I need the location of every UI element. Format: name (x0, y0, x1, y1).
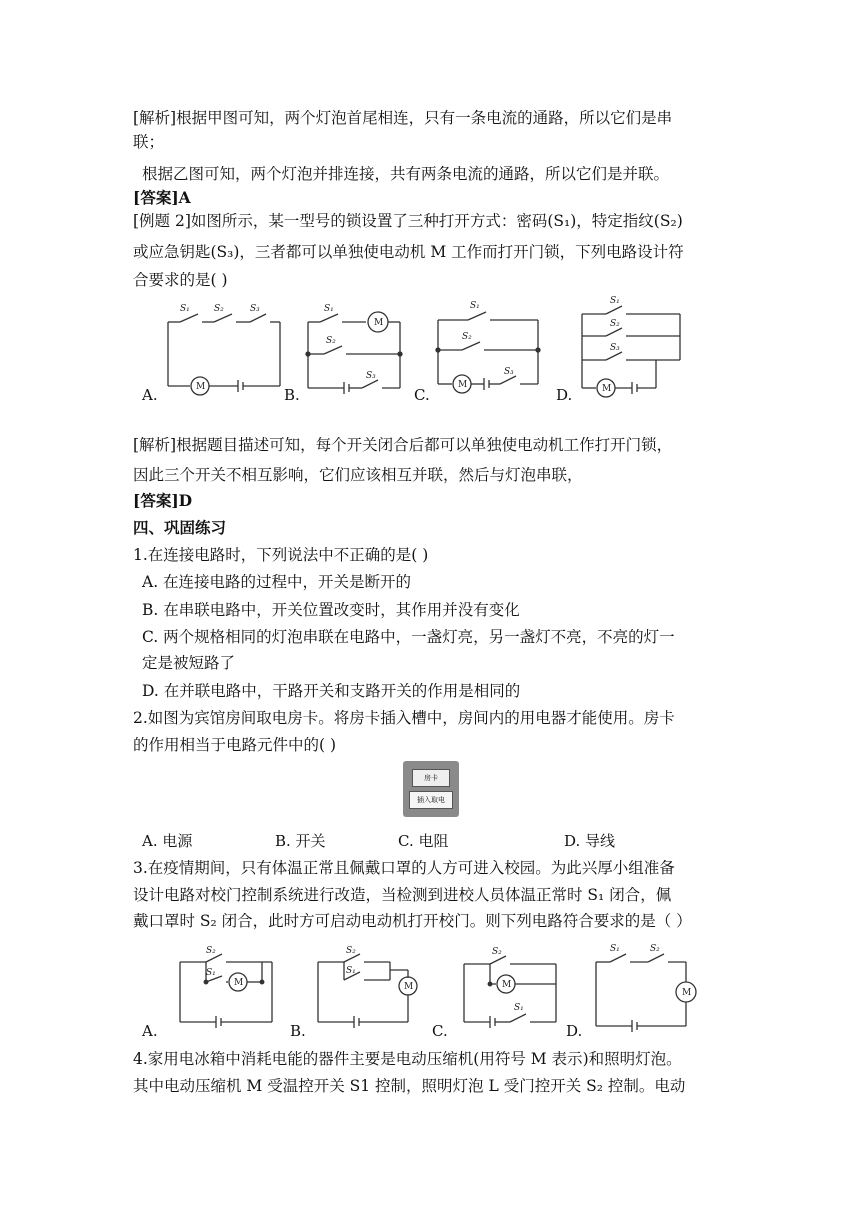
motor-label: M (374, 318, 384, 328)
circuit-ex2-c (434, 298, 544, 398)
card-label-bottom: 插入取电 (409, 791, 453, 809)
q3-option-b: B. (290, 1022, 306, 1040)
s1-label: S₁ (206, 968, 216, 978)
card-label-top: 房卡 (412, 769, 450, 787)
q1-option-a: A. 在连接电路的过程中，开关是断开的 (142, 573, 412, 591)
q1-option-c-2: 定是被短路了 (142, 654, 236, 672)
example2-line-1: [例题 2]如图所示，某一型号的锁设置了三种打开方式：密码(S₁)，特定指纹(S₂) (133, 212, 683, 230)
s3-label: S₃ (366, 371, 376, 381)
room-card-image (403, 761, 459, 817)
ex2-option-d: D. (556, 386, 573, 404)
s2-label: S₂ (610, 319, 620, 329)
s1-label: S₁ (324, 304, 334, 314)
answer-1: [答案]A (133, 188, 191, 207)
s2-label: S₂ (462, 332, 472, 342)
s1-label: S₁ (610, 296, 620, 306)
s1-label: S₁ (610, 944, 620, 954)
q1-stem: 1.在连接电路时，下列说法中不正确的是( ) (133, 546, 429, 564)
q1-option-b: B. 在串联电路中，开关位置改变时，其作用并没有变化 (142, 601, 520, 619)
motor-label: M (404, 982, 414, 992)
s2-label: S₂ (214, 304, 224, 314)
analysis2-line-1: [解析]根据题目描述可知，每个开关闭合后都可以单独使电动机工作打开门锁， (133, 436, 673, 454)
analysis2-line-2: 因此三个开关不相互影响，它们应该相互并联，然后与灯泡串联， (133, 466, 583, 484)
q3-option-d: D. (566, 1022, 583, 1040)
example2-line-3: 合要求的是( ) (133, 271, 228, 289)
motor-label: M (458, 380, 468, 390)
circuit-q3-a (176, 946, 286, 1036)
s1-label: S₁ (514, 1003, 524, 1013)
answer-2: [答案]D (133, 491, 193, 510)
circuit-ex2-b (304, 298, 414, 398)
q2-stem-1: 2.如图为宾馆房间取电房卡。将房卡插入槽中，房间内的用电器才能使用。房卡 (133, 709, 675, 727)
q2-option-d: D. 导线 (564, 832, 616, 850)
q2-option-c: C. 电阻 (398, 832, 449, 850)
q3-stem-3: 戴口罩时 S₂ 闭合，此时方可启动电动机打开校门。则下列电路符合要求的是（ ） (133, 912, 692, 930)
q2-option-a: A. 电源 (142, 832, 193, 850)
s2-label: S₂ (326, 336, 336, 346)
ex2-option-c: C. (414, 386, 430, 404)
s2-label: S₂ (492, 947, 502, 957)
analysis-line-3: 根据乙图可知，两个灯泡并排连接，共有两条电流的通路，所以它们是并联。 (142, 165, 670, 183)
motor-label: M (682, 988, 692, 998)
s2-label: S₂ (206, 946, 216, 956)
ex2-option-b: B. (284, 386, 300, 404)
motor-label: M (196, 382, 206, 392)
q4-stem-2: 其中电动压缩机 M 受温控开关 S1 控制，照明灯泡 L 受门控开关 S₂ 控制。电动 (133, 1077, 686, 1095)
s1-label: S₁ (470, 301, 480, 311)
circuit-q3-b (314, 946, 424, 1036)
analysis-line-1: [解析]根据甲图可知，两个灯泡首尾相连，只有一条电流的通路，所以它们是串 (133, 109, 673, 127)
q3-option-a: A. (142, 1022, 158, 1040)
example2-line-2: 或应急钥匙(S₃)，三者都可以单独使电动机 M 工作而打开门锁，下列电路设计符 (133, 243, 684, 261)
s2-label: S₂ (346, 946, 356, 956)
s3-label: S₃ (250, 304, 260, 314)
q3-option-c: C. (432, 1022, 448, 1040)
circuit-q3-c (460, 946, 570, 1036)
circuit-q3-d (592, 942, 702, 1032)
circuit-ex2-d (576, 292, 686, 402)
motor-label: M (234, 978, 244, 988)
motor-label: M (502, 980, 512, 990)
s3-label: S₃ (610, 343, 620, 353)
section-heading: 四、巩固练习 (133, 518, 227, 537)
q2-stem-2: 的作用相当于电路元件中的( ) (133, 736, 337, 754)
q1-option-c-1: C. 两个规格相同的灯泡串联在电路中，一盏灯亮，另一盏灯不亮，不亮的灯一 (142, 628, 675, 646)
s2-label: S₂ (650, 944, 660, 954)
ex2-option-a: A. (142, 386, 158, 404)
s1-label: S₁ (180, 304, 190, 314)
q1-option-d: D. 在并联电路中，干路开关和支路开关的作用是相同的 (142, 682, 521, 700)
q4-stem-1: 4.家用电冰箱中消耗电能的器件主要是电动压缩机(用符号 M 表示)和照明灯泡。 (133, 1050, 682, 1068)
circuit-ex2-a (162, 298, 292, 398)
motor-label: M (602, 384, 612, 394)
s3-label: S₃ (504, 367, 514, 377)
q3-stem-1: 3.在疫情期间，只有体温正常且佩戴口罩的人方可进入校园。为此兴厚小组准备 (133, 859, 675, 877)
q3-stem-2: 设计电路对校门控制系统进行改造，当检测到进校人员体温正常时 S₁ 闭合，佩 (133, 886, 672, 904)
q2-option-b: B. 开关 (275, 832, 326, 850)
s1-label: S₁ (346, 966, 356, 976)
analysis-line-2: 联； (133, 133, 165, 151)
